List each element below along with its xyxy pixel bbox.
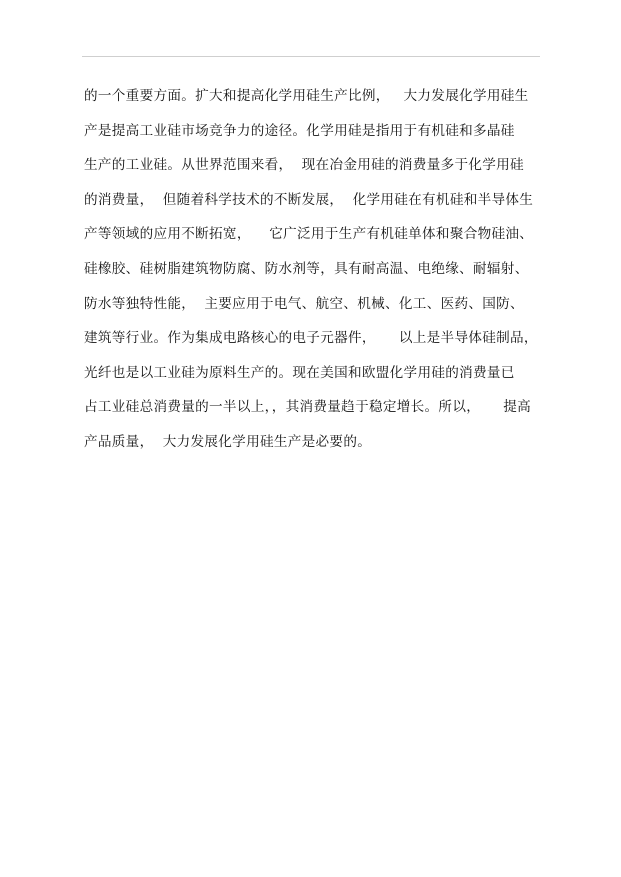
header-rule — [82, 56, 540, 57]
body-text — [84, 86, 554, 467]
text-line: 硅橡胶、硅树脂建筑物防腐、防水剂等，具有耐高温、电绝缘、耐辐射、 — [84, 260, 529, 277]
text-line: 防水等独特性能， 主要应用于电气、航空、机械、化工、医药、国防、 — [84, 295, 524, 312]
text-line: 建筑等行业。作为集成电路核心的电子元器件， 以上是半导体硅制品， — [84, 330, 538, 347]
text-line: 产等领域的应用不断拓宽， 它广泛用于生产有机硅单体和聚合物硅油、 — [84, 226, 534, 243]
text-line: 光纤也是以工业硅为原料生产的。现在美国和欧盟化学用硅的消费量已 — [84, 364, 515, 381]
text-line: 产是提高工业硅市场竞争力的途径。化学用硅是指用于有机硅和多晶硅 — [84, 122, 515, 139]
text-line: 产品质量， 大力发展化学用硅生产是必要的。 — [84, 433, 372, 450]
text-line: 生产的工业硅。从世界范围来看， 现在冶金用硅的消费量多于化学用硅 — [84, 157, 524, 174]
text-line: 的一个重要方面。扩大和提高化学用硅生产比例， 大力发展化学用硅生 — [84, 88, 529, 104]
text-line: 的消费量， 但随着科学技术的不断发展， 化学用硅在有机硅和半导体生 — [84, 191, 534, 208]
text-line: 占工业硅总消费量的一半以上，，其消费量趋于稳定增长。所以， 提高 — [84, 399, 532, 416]
